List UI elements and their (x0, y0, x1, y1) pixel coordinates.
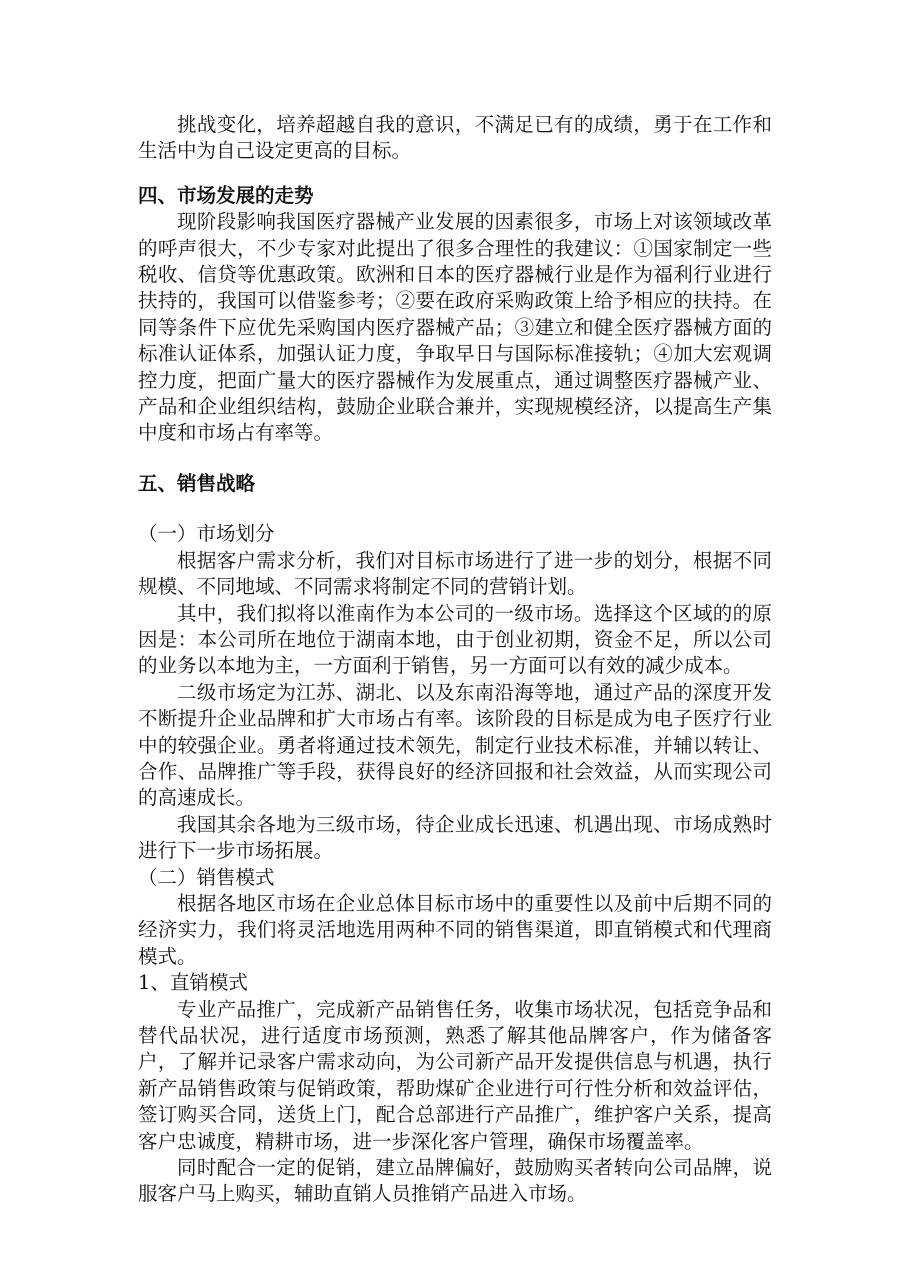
market-division-paragraph-4: 我国其余各地为三级市场，待企业成长迅速、机遇出现、市场成熟时进行下一步市场拓展。 (138, 812, 772, 863)
section-heading-market-trend: 四、市场发展的走势 (138, 183, 314, 207)
market-division-paragraph-1: 根据客户需求分析，我们对目标市场进行了进一步的划分，根据不同规模、不同地域、不同需求将制定不同的营销计划。 (138, 548, 772, 599)
market-trend-paragraph: 现阶段影响我国医疗器械产业发展的因素很多，市场上对该领域改革的呼声很大，不少专家对此提出了很多合理性的我建议：①国家制定一些税收、信贷等优惠政策。欧洲和日本的医疗器械行业是作为福利行业进行扶持的，我国可以借鉴参考；②要在政府采购政策上给予相应的扶持。在同等条件下应优先采购国内医疗器械产品；③建立和健全医疗器械方面的标准认证体系，加强认证力度，争取早日与国际标准接轨；④加大宏观调控力度，把面广量大的医疗器械作为发展重点，通过调整医疗器械产业、产品和企业组织结构，鼓励企业联合兼并，实现规模经济，以提高生产集中度和市场占有率等。 (138, 210, 772, 445)
market-division-paragraph-2: 其中，我们拟将以淮南作为本公司的一级市场。选择这个区域的的原因是：本公司所在地位于湖南本地，由于创业初期，资金不足，所以公司的业务以本地为主，一方面利于销售，另一方面可以有效的减少成本。 (138, 601, 772, 678)
sales-mode-paragraph: 根据各地区市场在企业总体目标市场中的重要性以及前中后期不同的经济实力，我们将灵活地选用两种不同的销售渠道，即直销模式和代理商模式。 (138, 891, 772, 968)
item-title-direct-sales: 1、直销模式 (138, 971, 248, 995)
section-heading-sales-strategy: 五、销售战略 (138, 471, 256, 495)
market-division-paragraph-3: 二级市场定为江苏、湖北、以及东南沿海等地，通过产品的深度开发不断提升企业品牌和扩大市场占有率。该阶段的目标是成为电子医疗行业中的较强企业。勇者将通过技术领先，制定行业技术标准，并辅以转让、合作、品牌推广等手段，获得良好的经济回报和社会效益，从而实现公司的高速成长。 (138, 680, 772, 810)
direct-sales-paragraph-2: 同时配合一定的促销，建立品牌偏好，鼓励购买者转向公司品牌，说服客户马上购买，辅助直销人员推销产品进入市场。 (138, 1156, 772, 1206)
intro-paragraph: 挑战变化，培养超越自我的意识，不满足已有的成绩，勇于在工作和生活中为自己设定更高的目标。 (138, 113, 772, 163)
subsection-title-market-division: （一）市场划分 (138, 522, 275, 546)
direct-sales-paragraph-1: 专业产品推广，完成新产品销售任务，收集市场状况，包括竞争品和替代品状况，进行适度市场预测，熟悉了解其他品牌客户，作为储备客户，了解并记录客户需求动向，为公司新产品开发提供信息与机遇，执行新产品销售政策与促销政策，帮助煤矿企业进行可行性分析和效益评估，签订购买合同，送货上门，配合总部进行产品推广，维护客户关系，提高客户忠诚度，精耕市场，进一步深化客户管理，确保市场覆盖率。 (138, 997, 772, 1153)
document-body (138, 112, 772, 1208)
subsection-title-sales-mode: （二）销售模式 (138, 865, 275, 889)
